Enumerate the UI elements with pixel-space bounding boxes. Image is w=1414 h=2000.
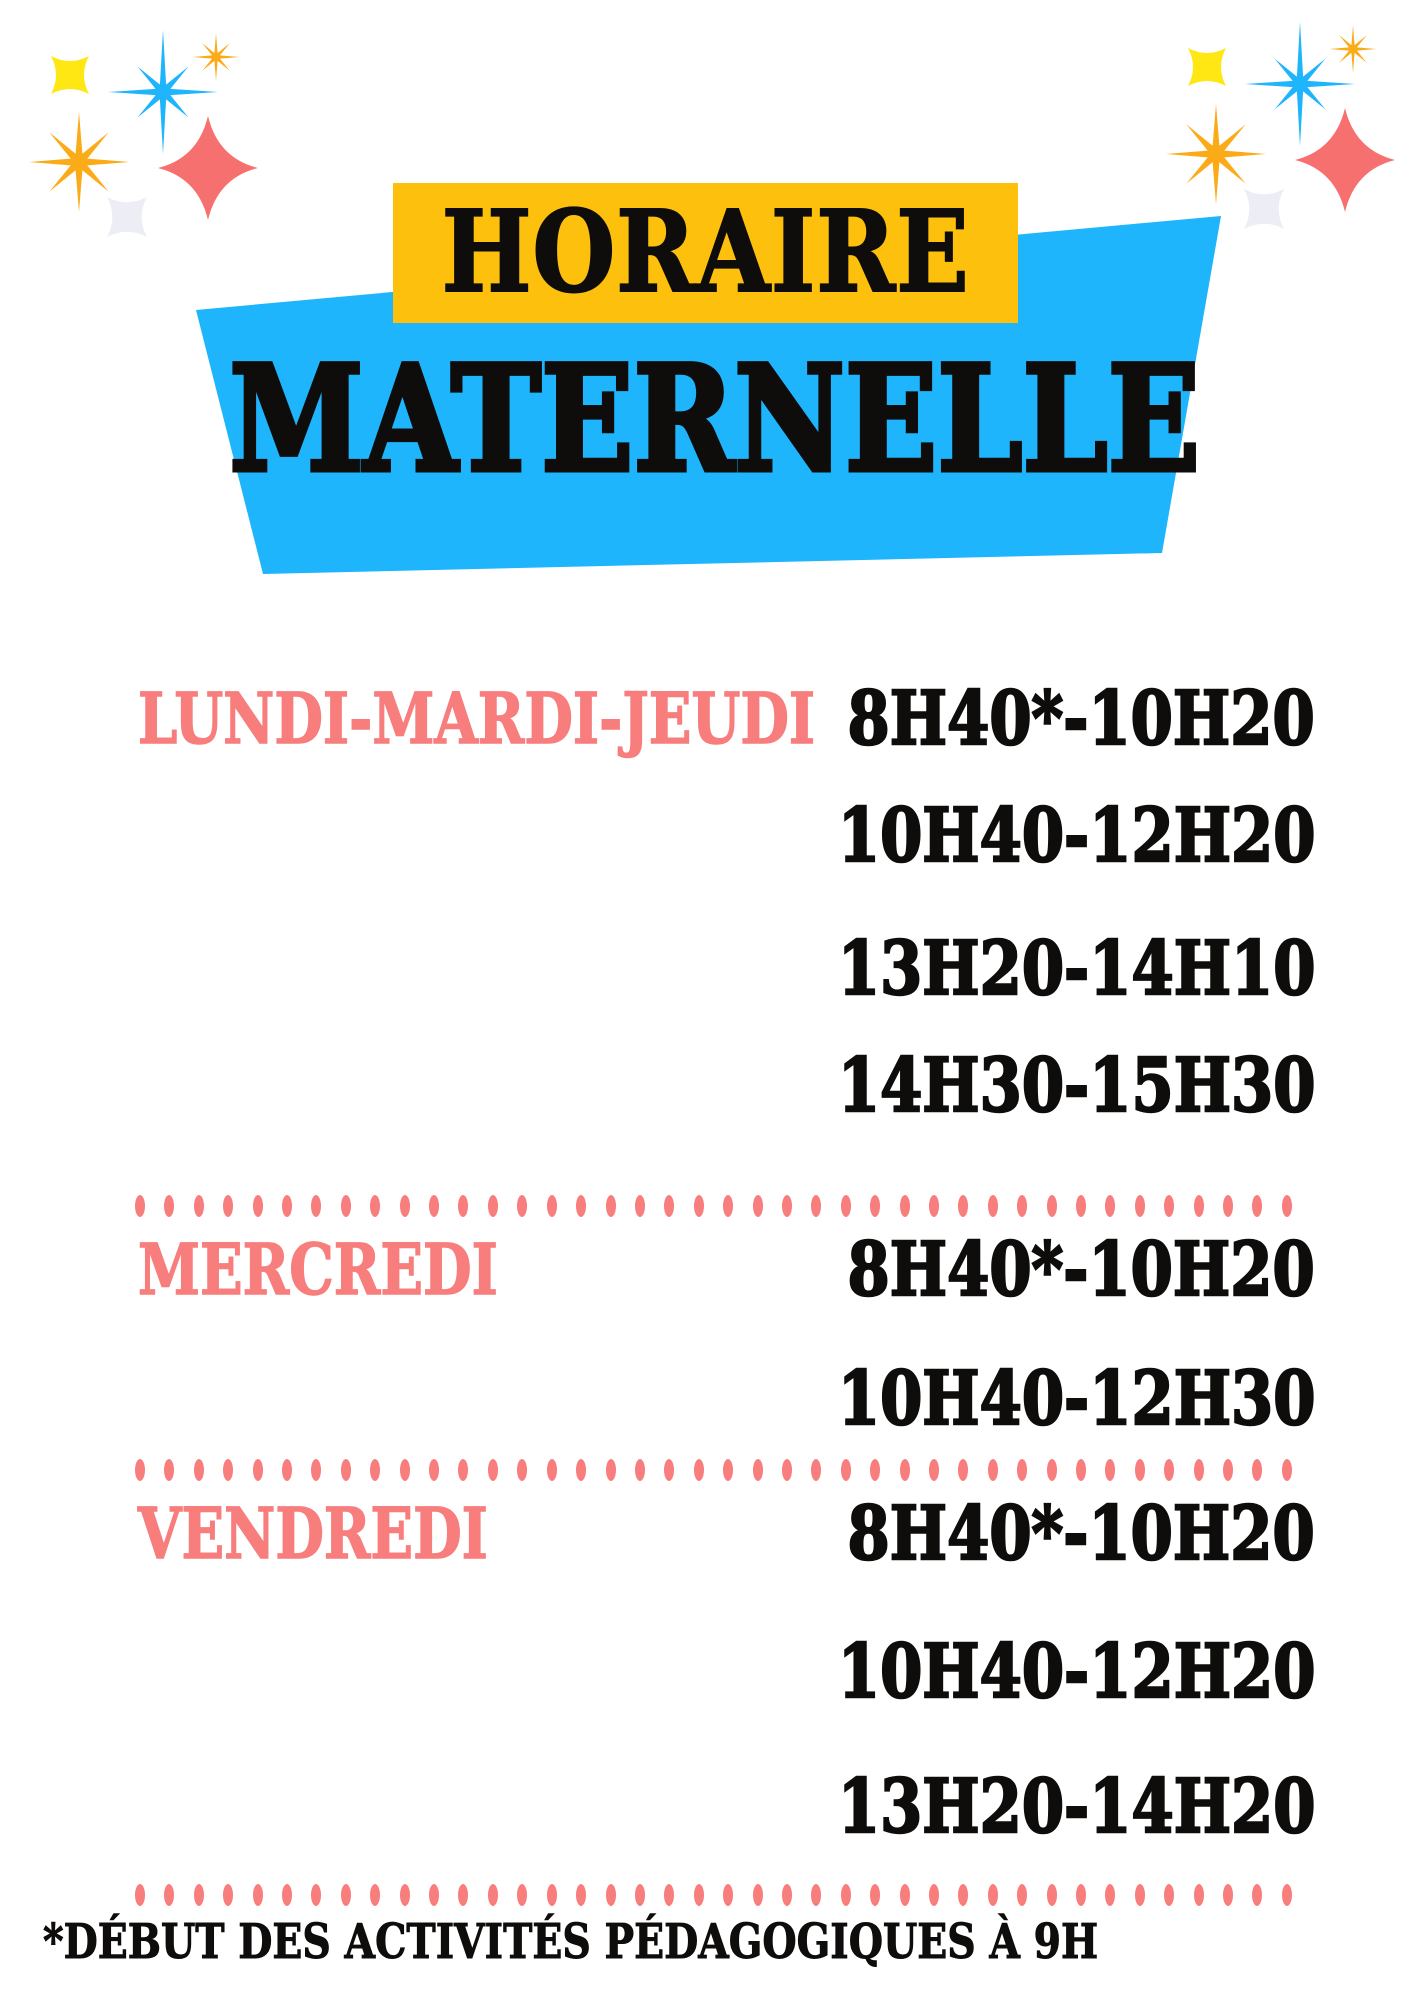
divider-dot xyxy=(606,1195,616,1217)
divider-dot xyxy=(606,1884,616,1906)
divider-dot xyxy=(1223,1459,1233,1481)
divider-dot xyxy=(194,1884,204,1906)
dotted-divider xyxy=(135,1195,1292,1217)
divider-dot xyxy=(811,1459,821,1481)
divider-dot xyxy=(1164,1195,1174,1217)
divider-dot xyxy=(253,1884,263,1906)
divider-dot xyxy=(1017,1884,1027,1906)
divider-dot xyxy=(635,1195,645,1217)
divider-dot xyxy=(841,1459,851,1481)
divider-dot xyxy=(429,1195,439,1217)
divider-dot xyxy=(635,1459,645,1481)
divider-dot xyxy=(370,1195,380,1217)
divider-dot xyxy=(253,1195,263,1217)
divider-dot xyxy=(958,1195,968,1217)
divider-dot xyxy=(1076,1195,1086,1217)
divider-dot xyxy=(1252,1884,1262,1906)
time-slot: 8H40*-10H20 xyxy=(847,676,1315,762)
divider-dot xyxy=(1105,1884,1115,1906)
dotted-divider xyxy=(135,1459,1292,1481)
divider-dot xyxy=(1282,1459,1292,1481)
divider-dot xyxy=(782,1195,792,1217)
divider-dot xyxy=(135,1195,145,1217)
divider-dot xyxy=(135,1459,145,1481)
divider-dot xyxy=(811,1195,821,1217)
divider-dot xyxy=(664,1459,674,1481)
divider-dot xyxy=(547,1884,557,1906)
divider-dot xyxy=(606,1459,616,1481)
divider-dot xyxy=(458,1884,468,1906)
divider-dot xyxy=(341,1195,351,1217)
time-slot: 10H40-12H20 xyxy=(837,1629,1315,1715)
divider-dot xyxy=(753,1884,763,1906)
time-slot: 10H40-12H20 xyxy=(837,793,1315,879)
divider-dot xyxy=(1135,1195,1145,1217)
divider-dot xyxy=(870,1459,880,1481)
divider-dot xyxy=(429,1884,439,1906)
divider-dot xyxy=(341,1459,351,1481)
time-slot: 8H40*-10H20 xyxy=(847,1227,1315,1313)
sparkle-cluster-right xyxy=(1166,22,1395,229)
dotted-divider xyxy=(135,1884,1292,1906)
divider-dot xyxy=(782,1459,792,1481)
page-title: MATERNELLE xyxy=(229,333,1201,505)
time-slot: 8H40*-10H20 xyxy=(847,1491,1315,1577)
divider-dot xyxy=(841,1884,851,1906)
divider-dot xyxy=(1105,1195,1115,1217)
divider-dot xyxy=(694,1884,704,1906)
divider-dot xyxy=(1252,1195,1262,1217)
title-banner xyxy=(393,183,1018,323)
day-label-vendredi: VENDREDI xyxy=(138,1492,488,1575)
divider-dot xyxy=(1194,1459,1204,1481)
divider-dot xyxy=(223,1459,233,1481)
divider-dot xyxy=(488,1195,498,1217)
divider-dot xyxy=(900,1459,910,1481)
divider-dot xyxy=(723,1459,733,1481)
divider-dot xyxy=(870,1884,880,1906)
divider-dot xyxy=(223,1195,233,1217)
divider-dot xyxy=(282,1459,292,1481)
divider-dot xyxy=(576,1459,586,1481)
divider-dot xyxy=(1164,1884,1174,1906)
divider-dot xyxy=(1076,1884,1086,1906)
divider-dot xyxy=(164,1459,174,1481)
divider-dot xyxy=(400,1884,410,1906)
divider-dot xyxy=(370,1459,380,1481)
divider-dot xyxy=(458,1195,468,1217)
divider-dot xyxy=(900,1195,910,1217)
page-kicker: HORAIRE xyxy=(441,187,970,318)
divider-dot xyxy=(988,1195,998,1217)
divider-dot xyxy=(1252,1459,1262,1481)
time-slot: 10H40-12H30 xyxy=(837,1356,1315,1442)
time-slot: 13H20-14H20 xyxy=(837,1764,1315,1850)
divider-dot xyxy=(664,1195,674,1217)
divider-dot xyxy=(811,1884,821,1906)
divider-dot xyxy=(194,1459,204,1481)
footnote: *DÉBUT DES ACTIVITÉS PÉDAGOGIQUES À 9H xyxy=(43,1914,1099,1970)
divider-dot xyxy=(135,1884,145,1906)
divider-dot xyxy=(753,1459,763,1481)
divider-dot xyxy=(664,1884,674,1906)
divider-dot xyxy=(1047,1459,1057,1481)
divider-dot xyxy=(517,1884,527,1906)
divider-dot xyxy=(223,1884,233,1906)
divider-dot xyxy=(429,1459,439,1481)
divider-dot xyxy=(723,1884,733,1906)
divider-dot xyxy=(400,1195,410,1217)
divider-dot xyxy=(164,1195,174,1217)
divider-dot xyxy=(1135,1459,1145,1481)
divider-dot xyxy=(400,1459,410,1481)
divider-dot xyxy=(900,1884,910,1906)
divider-dot xyxy=(929,1884,939,1906)
divider-dot xyxy=(517,1195,527,1217)
divider-dot xyxy=(753,1195,763,1217)
divider-dot xyxy=(1017,1195,1027,1217)
divider-dot xyxy=(311,1459,321,1481)
divider-dot xyxy=(694,1459,704,1481)
divider-dot xyxy=(1164,1459,1174,1481)
divider-dot xyxy=(547,1459,557,1481)
divider-dot xyxy=(341,1884,351,1906)
divider-dot xyxy=(164,1884,174,1906)
divider-dot xyxy=(958,1884,968,1906)
divider-dot xyxy=(1282,1884,1292,1906)
divider-dot xyxy=(1076,1459,1086,1481)
main-title-banner xyxy=(0,333,1414,505)
divider-dot xyxy=(870,1195,880,1217)
divider-dot xyxy=(547,1195,557,1217)
sparkle-cluster-left xyxy=(29,30,258,237)
divider-dot xyxy=(1105,1459,1115,1481)
divider-dot xyxy=(576,1884,586,1906)
divider-dot xyxy=(488,1884,498,1906)
time-slot: 13H20-14H10 xyxy=(837,926,1315,1012)
divider-dot xyxy=(1047,1195,1057,1217)
divider-dot xyxy=(841,1195,851,1217)
divider-dot xyxy=(311,1195,321,1217)
divider-dot xyxy=(282,1884,292,1906)
divider-dot xyxy=(311,1884,321,1906)
divider-dot xyxy=(1223,1884,1233,1906)
divider-dot xyxy=(988,1884,998,1906)
day-label-mercredi: MERCREDI xyxy=(138,1228,498,1311)
divider-dot xyxy=(929,1459,939,1481)
divider-dot xyxy=(694,1195,704,1217)
divider-dot xyxy=(958,1459,968,1481)
divider-dot xyxy=(458,1459,468,1481)
divider-dot xyxy=(782,1884,792,1906)
divider-dot xyxy=(1282,1195,1292,1217)
divider-dot xyxy=(1017,1459,1027,1481)
divider-dot xyxy=(1047,1884,1057,1906)
divider-dot xyxy=(517,1459,527,1481)
divider-dot xyxy=(194,1195,204,1217)
divider-dot xyxy=(988,1459,998,1481)
divider-dot xyxy=(929,1195,939,1217)
divider-dot xyxy=(488,1459,498,1481)
divider-dot xyxy=(282,1195,292,1217)
divider-dot xyxy=(723,1195,733,1217)
divider-dot xyxy=(1194,1884,1204,1906)
divider-dot xyxy=(1194,1195,1204,1217)
divider-dot xyxy=(635,1884,645,1906)
divider-dot xyxy=(370,1884,380,1906)
time-slot: 14H30-15H30 xyxy=(837,1043,1315,1129)
divider-dot xyxy=(253,1459,263,1481)
divider-dot xyxy=(1223,1195,1233,1217)
day-label-lundi-mardi-jeudi: LUNDI-MARDI-JEUDI xyxy=(138,677,816,760)
divider-dot xyxy=(1135,1884,1145,1906)
divider-dot xyxy=(576,1195,586,1217)
